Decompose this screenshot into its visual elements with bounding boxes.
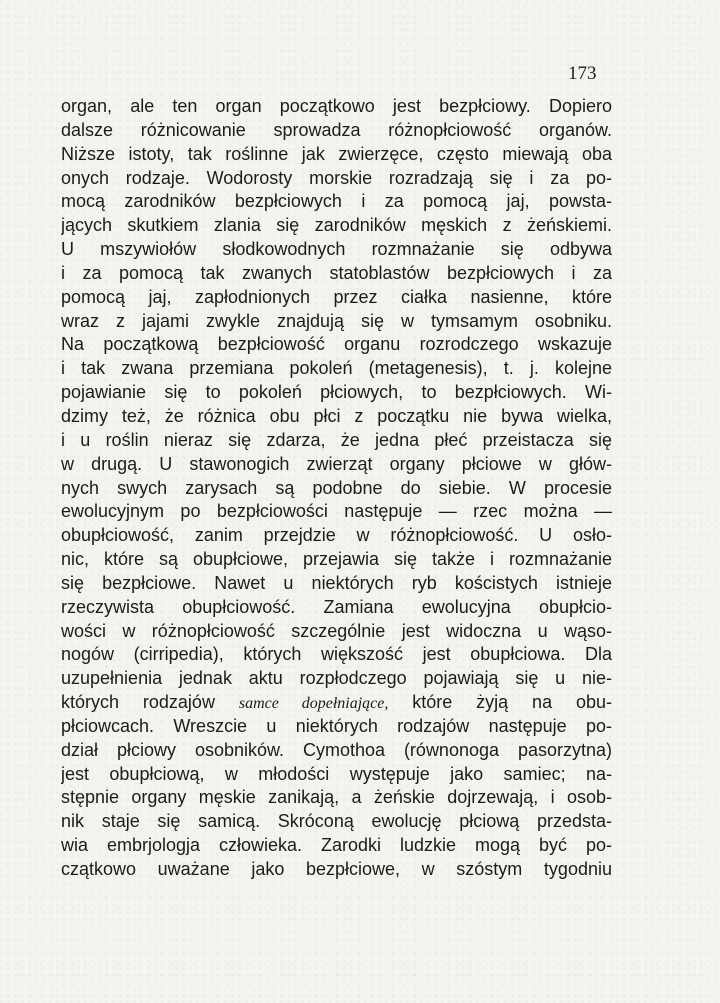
text-line: obupłciowość, zanim przejdzie w różnopłciowość. U osło- [61, 525, 612, 546]
emphasized-term: samce dopełniające, [238, 695, 389, 713]
text-line: wości w różnopłciowość szczególnie jest widoczna u wąso- [61, 620, 612, 641]
text-line: nych swych zarysach są podobne do siebie. W procesie [61, 477, 612, 498]
text-line: wia embrjologja człowieka. Zarodki ludzkie mogą być po- [61, 835, 612, 856]
text-line: w drugą. U stawonogich zwierząt organy płciowe w głów- [61, 453, 612, 474]
text-line: pomocą jaj, zapłodnionych przez ciałka nasienne, które [61, 286, 612, 307]
text-line: i u roślin nieraz się zdarza, że jedna płeć przeistacza się [61, 429, 612, 450]
text-line: Niższe istoty, tak roślinne jak zwierzęce, często miewają oba [61, 143, 612, 164]
text-segment: których rodzajów [61, 692, 239, 713]
text-line: nogów (cirripedia), których większość jest obupłciowa. Dla [61, 644, 612, 665]
text-line: i tak zwana przemiana pokoleń (metagenesis), t. j. kolejne [61, 358, 612, 379]
text-line: U mszywiołów słodkowodnych rozmnażanie się odbywa [61, 239, 612, 260]
text-line: organ, ale ten organ początkowo jest bezpłciowy. Dopiero [61, 96, 612, 116]
text-line: mocą zarodników bezpłciowych i za pomocą jaj, powsta- [61, 191, 612, 212]
text-line: jących skutkiem zlania się zarodników męskich z żeńskiemi. [61, 215, 612, 236]
text-line: i za pomocą tak zwanych statoblastów bezpłciowych i za [61, 262, 612, 283]
text-line: nik staje się samicą. Skróconą ewolucję płciową przedsta- [61, 811, 612, 832]
text-line: rzeczywista obupłciowość. Zamiana ewolucyjna obupłcio- [61, 596, 612, 617]
text-line: onych rodzaje. Wodorosty morskie rozradzają się i za po- [61, 167, 612, 188]
text-line: się bezpłciowe. Nawet u niektórych ryb kościstych istnieje [61, 572, 612, 593]
text-line: jest obupłciową, w młodości występuje jako samiec; na- [61, 763, 612, 784]
body-text [61, 95, 612, 882]
text-line: uzupełnienia jednak aktu rozpłodczego pojawiają się u nie- [61, 668, 612, 689]
text-line: wraz z jajami zwykle znajdują się w tymsamym osobniku. [61, 310, 612, 331]
text-line: ewolucyjnym po bezpłciowości następuje — rzec można — [61, 501, 612, 522]
text-line: czątkowo uważane jako bezpłciowe, w szóstym tygodniu [61, 859, 612, 879]
text-line: Na początkową bezpłciowość organu rozrodczego wskazuje [61, 334, 612, 355]
text-line: nic, które są obupłciowe, przejawia się także i rozmnażanie [61, 549, 612, 570]
text-line: stępnie organy męskie zanikają, a żeńskie dojrzewają, i osob- [61, 787, 612, 808]
text-line: płciowcach. Wreszcie u niektórych rodzajów następuje po- [61, 715, 612, 736]
text-line: dzimy też, że różnica obu płci z początku nie bywa wielka, [61, 405, 612, 426]
text-line [61, 691, 612, 715]
text-line: pojawianie się to pokoleń płciowych, to bezpłciowych. Wi- [61, 382, 612, 403]
page-number: 173 [568, 63, 597, 84]
text-segment: które żyją na obu- [388, 692, 612, 713]
text-line: dział płciowy osobników. Cymothoa (równonoga pasorzytna) [61, 739, 612, 760]
text-line: dalsze różnicowanie sprowadza różnopłciowość organów. [61, 119, 612, 140]
